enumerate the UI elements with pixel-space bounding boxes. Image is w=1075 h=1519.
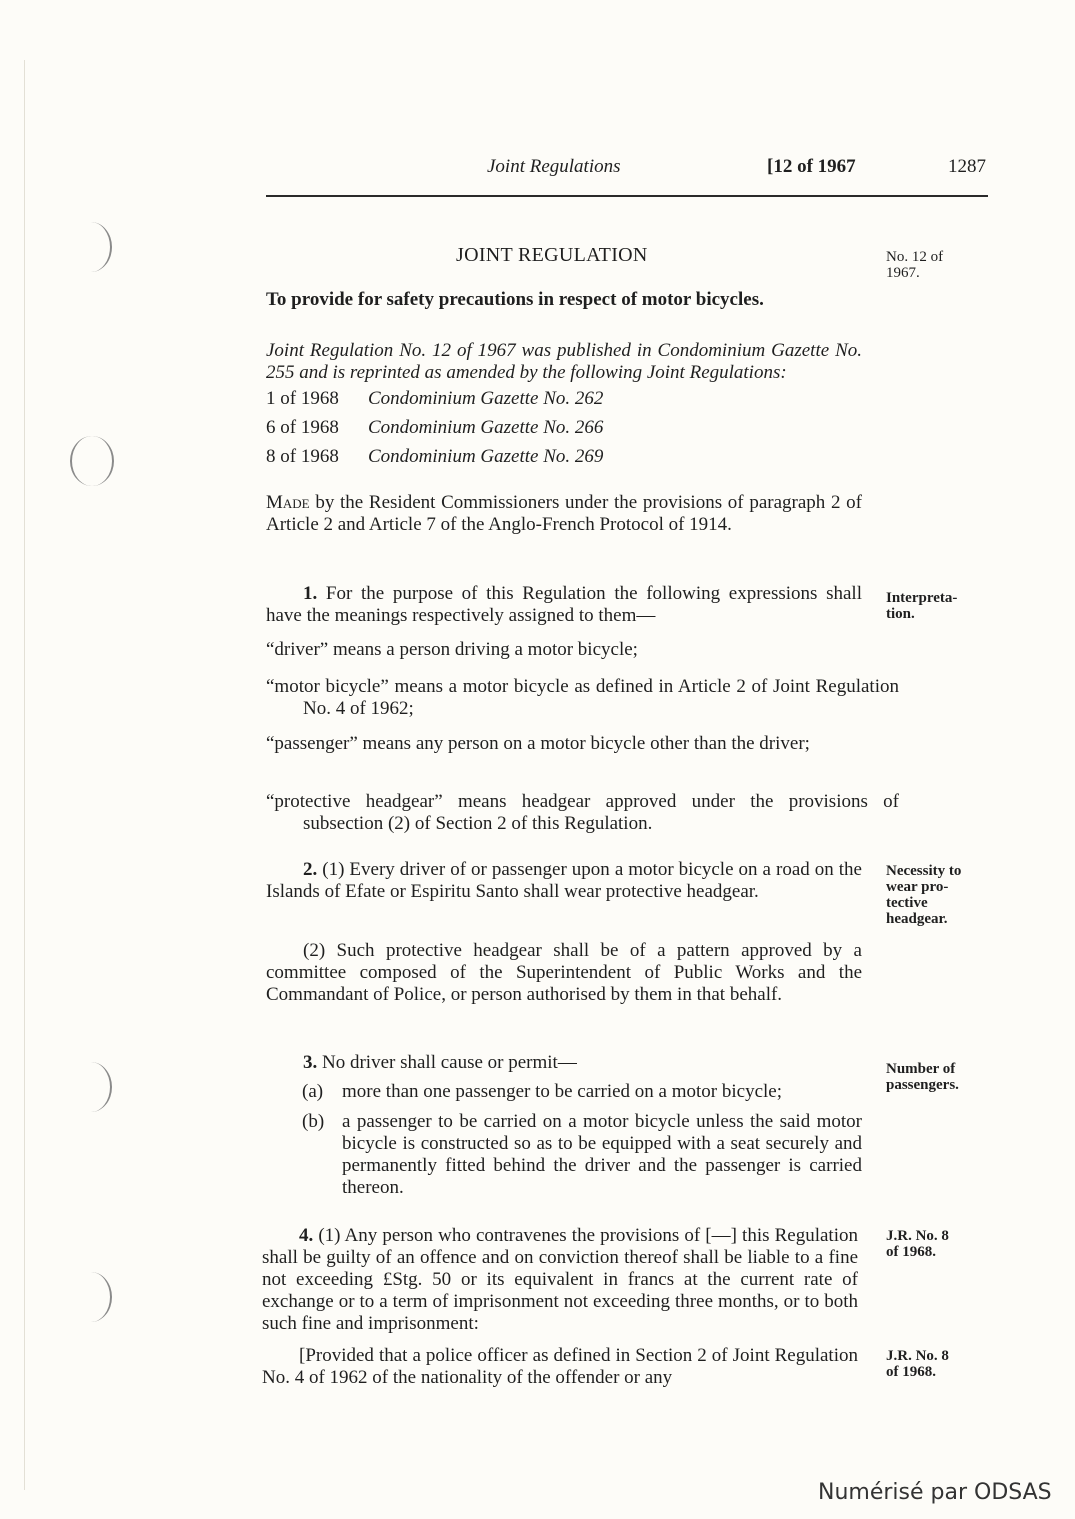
section-4-proviso: [Provided that a police officer as defined in Section 2 of Joint Regulation No. 4 of 1962 of the nationality of the offender or any — [262, 1345, 858, 1388]
publication-note: Joint Regulation No. 12 of 1967 was published in Condominium Gazette No. 255 and is reprinted as amended by the following Joint Regulations: — [266, 340, 862, 383]
regulation-heading: JOINT REGULATION — [456, 244, 648, 266]
section-3-item-b: (b) a passenger to be carried on a motor bicycle unless the said motor bicycle is constructed so as to be equipped with a seat securely and permanently fitted behind the driver and the passenger is carried thereon. — [302, 1111, 862, 1198]
section-3-item-a: (a) more than one passenger to be carried on a motor bicycle; — [302, 1081, 782, 1102]
page-number: 1287 — [948, 156, 986, 177]
margin-note-amendment: J.R. No. 8 of 1968. — [886, 1228, 949, 1260]
section-2-subsection-1: 2. (1) Every driver of or passenger upon a motor bicycle on a road on the Islands of Efate or Espiritu Santo shall wear protective headgear. — [266, 859, 862, 902]
amendment-row: 8 of 1968 Condominium Gazette No. 269 — [266, 446, 604, 467]
definition-passenger: “passenger” means any person on a motor bicycle other than the driver; — [266, 733, 810, 754]
section-2-subsection-2: (2) Such protective headgear shall be of a pattern approved by a committee composed of the Superintendent of Public Works and the Commandant of Police, or person authorised by them in that behalf. — [266, 940, 862, 1005]
amendment-row: 1 of 1968 Condominium Gazette No. 262 — [266, 388, 604, 409]
margin-note-headgear: Necessity to wear pro- tective headgear. — [886, 863, 962, 927]
running-header-title: Joint Regulations — [487, 156, 621, 177]
running-header-act: [12 of 1967 — [767, 156, 856, 177]
punch-hole — [70, 436, 114, 486]
amendment-row: 6 of 1968 Condominium Gazette No. 266 — [266, 417, 604, 438]
definition-driver: “driver” means a person driving a motor bicycle; — [266, 639, 638, 660]
page-edge — [24, 60, 25, 1490]
definition-protective-headgear: “protective headgear” means headgear approved under the provisions of subsection (2) of Section 2 of this Regulation. — [266, 791, 899, 834]
margin-note-interpretation: Interpreta- tion. — [886, 590, 958, 622]
margin-note-number: No. 12 of 1967. — [886, 249, 944, 281]
section-3: 3. No driver shall cause or permit— — [303, 1052, 577, 1073]
section-4-subsection-1: 4. (1) Any person who contravenes the provisions of [—] this Regulation shall be guilty of an offence and on conviction thereof shall be liable to a fine not exceeding £Stg. 50 or its equivalent in francs at the current rate of exchange or to a term of imprisonment not exceeding three months, or to both such fine and imprisonment: — [262, 1225, 858, 1334]
header-rule — [266, 195, 988, 197]
punch-hole — [70, 1272, 112, 1322]
regulation-subtitle: To provide for safety precautions in respect of motor bicycles. — [266, 289, 764, 310]
made-clause: Made by the Resident Commissioners under the provisions of paragraph 2 of Article 2 and Article 7 of the Anglo-French Protocol of 1914. — [266, 492, 862, 535]
section-1: 1. For the purpose of this Regulation the following expressions shall have the meanings respectively assigned to them— — [266, 583, 862, 626]
digitization-watermark: Numérisé par ODSAS — [818, 1480, 1052, 1505]
punch-hole — [70, 1062, 112, 1112]
punch-hole — [70, 222, 112, 272]
definition-motor-bicycle: “motor bicycle” means a motor bicycle as defined in Article 2 of Joint Regulation No. 4 of 1962; — [266, 676, 899, 719]
margin-note-passengers: Number of passengers. — [886, 1061, 959, 1093]
margin-note-amendment: J.R. No. 8 of 1968. — [886, 1348, 949, 1380]
